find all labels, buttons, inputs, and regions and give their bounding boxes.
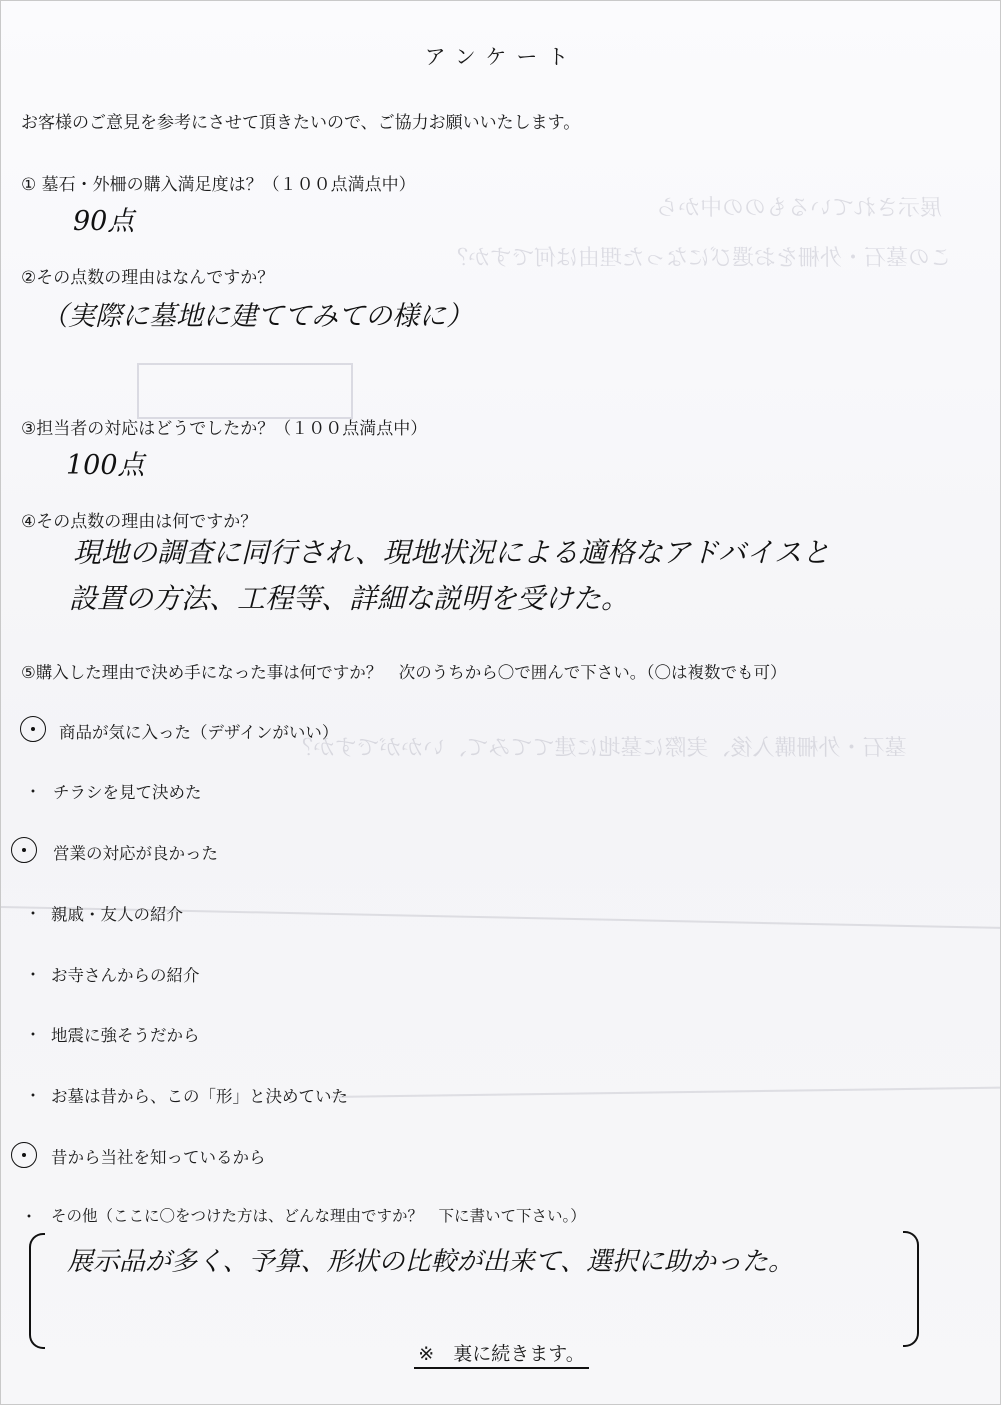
q3-question: ③担当者の対応はどうでしたか？（１００点満点中） bbox=[21, 419, 428, 439]
q2-handwritten-answer: （実際に墓地に建ててみての様に） bbox=[41, 301, 473, 332]
q2-question: ②その点数の理由はなんですか？ bbox=[21, 268, 275, 288]
continued-on-back-note bbox=[1, 1339, 1001, 1366]
option-bullet: ・ bbox=[25, 782, 42, 801]
answer-box-left-bracket bbox=[29, 1233, 45, 1349]
intro-text: お客様のご意見を参考にさせて頂きたいので、ご協力お願いいたします。 bbox=[21, 113, 581, 133]
option-label: 昔から当社を知っているから bbox=[51, 1148, 266, 1167]
option-label: 商品が気に入った（デザインがいい） bbox=[59, 723, 339, 742]
q4-handwritten-answer-line2: 設置の方法、工程等、詳細な説明を受けた。 bbox=[69, 582, 630, 615]
reverse-show-through: 展示されているものの中から bbox=[656, 196, 943, 221]
q4-question: ④その点数の理由は何ですか？ bbox=[21, 512, 258, 532]
option-bullet: ・ bbox=[21, 1207, 38, 1226]
option-label: 営業の対応が良かった bbox=[53, 844, 218, 863]
q5-question: ⑤購入した理由で決め手になった事は何ですか？ 次のうちから〇で囲んで下さい。（〇は複数でも可） bbox=[21, 663, 787, 682]
option-label: その他（ここに〇をつけた方は、どんな理由ですか？ 下に書いて下さい。） bbox=[51, 1207, 586, 1225]
option-bullet: ・ bbox=[25, 1086, 42, 1105]
paper-crease bbox=[331, 1087, 1001, 1098]
option-circle-mark bbox=[11, 1142, 37, 1168]
reverse-show-through: この墓石・外柵をお選びになった理由は何ですか？ bbox=[446, 246, 953, 271]
option-label: お寺さんからの紹介 bbox=[51, 966, 200, 985]
option-circle-mark bbox=[11, 837, 37, 863]
continued-on-back-text: ※ 裏に続きます。 bbox=[414, 1343, 588, 1369]
page-title: アンケート bbox=[424, 45, 579, 69]
other-reason-handwritten-answer: 展示品が多く、予算、形状の比較が出来て、選択に助かった。 bbox=[67, 1247, 794, 1277]
option-label: お墓は昔から、この「形」と決めていた bbox=[51, 1087, 348, 1106]
reverse-show-through: 墓石・外柵購入後、実際に墓地に建ててみて、いかがですか？ bbox=[291, 736, 907, 761]
q1-question: ① 墓石・外柵の購入満足度は？（１００点満点中） bbox=[21, 175, 416, 195]
option-label: 地震に強そうだから bbox=[51, 1026, 200, 1045]
option-bullet: ・ bbox=[25, 904, 42, 923]
answer-box-right-bracket bbox=[903, 1231, 919, 1347]
option-circle-mark bbox=[20, 716, 46, 742]
q4-handwritten-answer-line1: 現地の調査に同行され、現地状況による適格なアドバイスと bbox=[73, 536, 830, 569]
option-bullet: ・ bbox=[25, 1025, 42, 1044]
q3-handwritten-answer: 100点 bbox=[66, 450, 145, 481]
option-bullet: ・ bbox=[25, 965, 42, 984]
option-label: チラシを見て決めた bbox=[53, 783, 202, 802]
option-label: 親戚・友人の紹介 bbox=[51, 905, 183, 924]
reverse-stamp-show-through bbox=[137, 363, 353, 419]
q1-handwritten-answer: 90点 bbox=[73, 206, 135, 237]
